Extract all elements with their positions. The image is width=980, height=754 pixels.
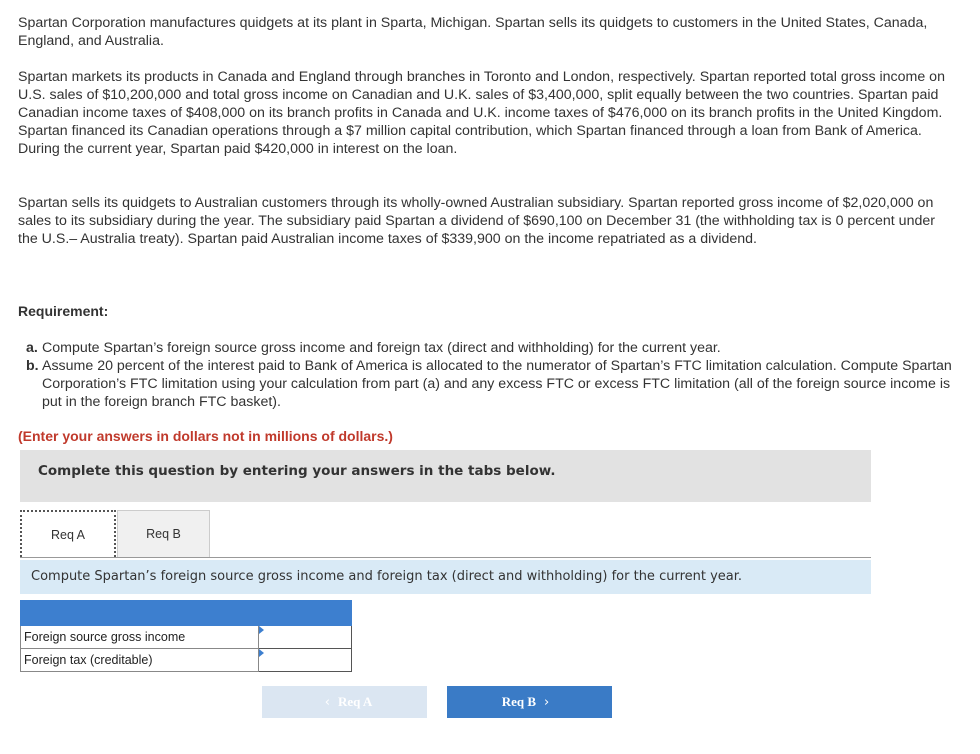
subsidiary-paragraph: Spartan sells its quidgets to Australian customers through its wholly-owned Australian subsidiary. Spartan reported gross income of $2,020,000 on sales to its subsidiary during the year. The subsidiary paid Spartan a dividend of $690,100 on December 31 (the withholding tax is 0 percent under the U.S.– Australia treaty). Spartan paid Australian income taxes of $339,900 on the income repatriated as a dividend. <box>18 195 935 247</box>
table-header-cell <box>21 601 352 626</box>
table-row <box>21 649 352 672</box>
tab-instruction <box>20 560 871 594</box>
requirement-b <box>26 357 954 411</box>
row-label: Foreign tax (creditable) <box>21 649 259 672</box>
prev-button-label: Req A <box>337 694 373 709</box>
requirement-letter: b. <box>26 358 39 374</box>
tab-label: Req B <box>146 527 181 541</box>
entry-flag-icon <box>259 649 264 657</box>
intro-paragraph: Spartan Corporation manufactures quidgets at its plant in Sparta, Michigan. Spartan sells its quidgets to customers in the United States, Canada, England, and Australia. <box>18 15 928 49</box>
foreign-tax-creditable-input[interactable] <box>259 650 351 670</box>
requirement-list <box>26 339 954 411</box>
entry-flag-icon <box>259 626 264 634</box>
requirement-text: Assume 20 percent of the interest paid to Bank of America is allocated to the numerator of Spartan’s FTC limitation calculation. Compute Spartan Corporation’s FTC limitation using your calculation from part (a) and any excess FTC or excess FTC limitation (all of the foreign source income is put in the foreign branch FTC basket). <box>42 358 952 410</box>
units-note: (Enter your answers in dollars not in millions of dollars.) <box>18 428 393 444</box>
row-label: Foreign source gross income <box>21 626 259 649</box>
banner-text: Complete this question by entering your answers in the tabs below. <box>38 463 556 479</box>
requirement-a <box>26 339 954 357</box>
tab-label: Req A <box>50 527 86 542</box>
chevron-right-icon: › <box>544 694 550 710</box>
prev-req-a-button[interactable] <box>262 686 427 718</box>
requirement-heading: Requirement: <box>18 303 109 319</box>
next-req-b-button[interactable] <box>447 686 612 718</box>
branch-paragraph: Spartan markets its products in Canada and England through branches in Toronto and London, respectively. Spartan reported total gross income on U.S. sales of $10,200,000 and total gross income on Canadian and U.K. sales of $3,400,000, split equally between the two countries. Spartan paid Canadian income taxes of $408,000 on its branch profits in Canada and U.K. income taxes of $476,000 on its branch profits in the United Kingdom. Spartan financed its Canadian operations through a $7 million capital contribution, which Spartan financed through a loan from Bank of America. During the current year, Spartan paid $420,000 in interest on the loan. <box>18 69 945 157</box>
answer-cell <box>259 649 352 672</box>
requirement-letter: a. <box>26 340 38 356</box>
foreign-source-gross-income-input[interactable] <box>259 627 351 647</box>
answer-cell <box>259 626 352 649</box>
tab-req-b[interactable] <box>117 510 210 557</box>
instructions-banner <box>20 450 871 502</box>
tab-divider <box>20 557 871 558</box>
chevron-left-icon: ‹ <box>324 694 330 710</box>
next-button-label: Req B <box>501 694 537 709</box>
requirement-text: Compute Spartan’s foreign source gross income and foreign tax (direct and withholding) for the current year. <box>42 340 721 356</box>
instruction-text: Compute Spartan’s foreign source gross income and foreign tax (direct and withholding) for the current year. <box>31 569 743 584</box>
tab-req-a[interactable] <box>20 510 116 557</box>
table-header-row <box>21 601 352 626</box>
answer-table <box>20 600 352 672</box>
table-row <box>21 626 352 649</box>
